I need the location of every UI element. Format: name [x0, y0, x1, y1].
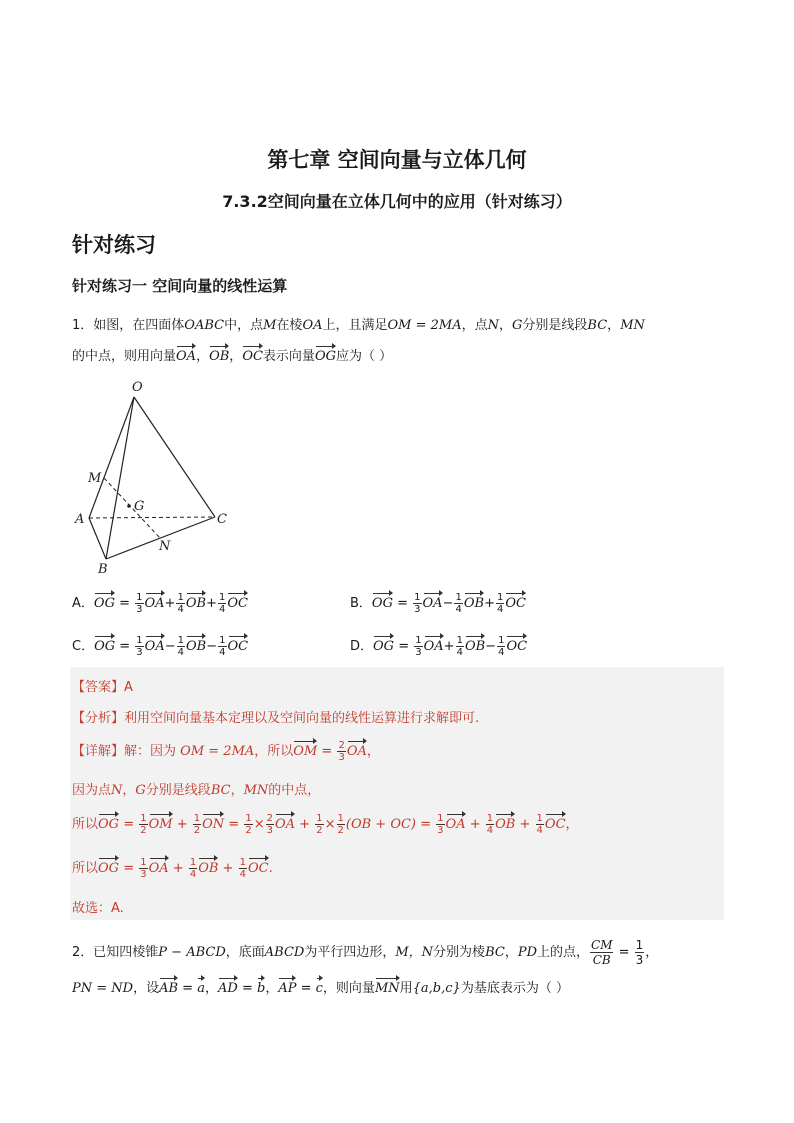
text: ，设 [133, 981, 160, 996]
math: G [135, 783, 146, 798]
frac: $\frac{1}{4}$ [239, 857, 246, 880]
math: N [487, 318, 499, 333]
vec: AD [218, 981, 238, 996]
math: P − ABCD [158, 945, 226, 960]
analysis-line [72, 707, 479, 726]
text: 的中点，则用向量 [72, 349, 177, 364]
label-g: G [134, 499, 145, 514]
frac: $\frac{1}{4}$ [486, 813, 494, 836]
text: ，底面 [225, 945, 265, 960]
answer-tag: 【答案】 [72, 680, 125, 695]
vec: OC [505, 596, 526, 611]
text: 分别是线段 [522, 318, 588, 333]
frac [590, 938, 613, 967]
vec: OC [247, 861, 269, 876]
frac: $\frac{1}{3}$ [136, 635, 143, 658]
edge-ac-hidden [89, 517, 215, 518]
sign: + [164, 596, 176, 611]
frac: $\frac{2}{3}$ [338, 740, 345, 763]
math: MN [620, 318, 645, 333]
vec: OB [185, 596, 207, 611]
vec: OM [148, 817, 173, 832]
frac: $\frac{1}{3}$ [414, 592, 421, 615]
analysis-tag: 【分析】 [72, 711, 125, 726]
text: 为基底表示为（ ） [460, 981, 569, 996]
q1-line-2 [72, 345, 392, 364]
vec: AP [278, 981, 297, 996]
math: OA [302, 318, 323, 333]
label-m: M [88, 471, 102, 486]
math: OM = 2MA [180, 744, 255, 759]
sign: − [442, 596, 454, 611]
frac: $\frac{1}{2}$ [245, 813, 252, 836]
q1-number: 1． [72, 318, 94, 333]
vec: OG [94, 639, 116, 654]
text: ，所以 [254, 744, 294, 759]
vector-ob: OB [209, 349, 230, 364]
option-d[interactable]: D．OG = $\frac{1}{3}$ OA+ $\frac{1}{4}$ OB− $\frac{1}{4}$ OC [350, 635, 528, 658]
math: BC [587, 318, 608, 333]
option-b[interactable]: B．OG = $\frac{1}{3}$ OA− $\frac{1}{4}$ OB+ $\frac{1}{4}$ OC [350, 592, 526, 615]
label-b: B [98, 562, 108, 575]
text: 因为点 [72, 783, 112, 798]
vec: MN [374, 981, 400, 996]
vec: OG [93, 596, 115, 611]
edge-oc [134, 397, 215, 517]
vec: OG [371, 596, 393, 611]
vec: OB [463, 596, 485, 611]
vector-oc: OC [242, 349, 263, 364]
vec: OA [346, 744, 367, 759]
vec: OM [293, 744, 318, 759]
vec: OG [373, 639, 395, 654]
text: ， [607, 318, 621, 333]
math: OM = 2MA [387, 318, 462, 333]
detail-line-3: 所以OG = $\frac{1}{2}$ OM + $\frac{1}{2}$ ON = $\frac{1}{2}$ × $\frac{2}{3}$ OA + $\frac{1}{2}$ × $\frac{1}{2}$ (OB + OC) = $\frac{1}{3}$ OA + $\frac{1}{4}$ OB + $\frac{1}{4}$ OC， [72, 813, 579, 836]
text: 所以 [72, 817, 99, 832]
text: ， [122, 783, 136, 798]
vec: OC [227, 639, 249, 654]
text: 用 [399, 981, 413, 996]
q2-number: 2． [72, 945, 94, 960]
option-label: C． [72, 639, 95, 654]
sign: − [485, 639, 497, 654]
option-c[interactable]: C．OG = $\frac{1}{3}$ OA− $\frac{1}{4}$ OB− $\frac{1}{4}$ OC [72, 635, 249, 658]
frac: $\frac{1}{4}$ [536, 813, 543, 836]
text: 如图，在四面体 [93, 318, 185, 333]
vec: OA [144, 639, 165, 654]
frac: $\frac{1}{2}$ [337, 813, 344, 836]
segment-mn [104, 478, 160, 538]
text: CB [592, 953, 611, 967]
vec: OA [422, 596, 443, 611]
vec: OA [445, 817, 466, 832]
vec: OC [506, 639, 528, 654]
frac: $\frac{1}{2}$ [316, 813, 323, 836]
vec: OB [495, 817, 516, 832]
math: {a,b,c} [412, 981, 461, 996]
vec: OB [198, 861, 219, 876]
heading-practice: 针对练习 [72, 233, 156, 257]
vec: OA [423, 639, 444, 654]
frac: $\frac{1}{3}$ [140, 857, 147, 880]
frac: $\frac{1}{3}$ [136, 592, 143, 615]
text: 分别为棱 [433, 945, 486, 960]
math: PN = ND [72, 981, 134, 996]
text: 上的点， [537, 945, 590, 960]
text: 解：因为 [124, 744, 177, 759]
vec: OC [227, 596, 248, 611]
option-label: A． [72, 596, 94, 611]
q2-line-1: 2．已知四棱锥P − ABCD，底面ABCD为平行四边形，M，N分别为棱BC，PD上的点， $\frac{CM}{CB}$ = $\frac{1}{3}$ ， [72, 938, 659, 967]
text: 在棱 [276, 318, 303, 333]
vec: c [315, 981, 323, 996]
option-label: B． [350, 596, 372, 611]
frac: $\frac{1}{4}$ [177, 592, 184, 615]
text: 1 [635, 938, 644, 952]
vec: OG [98, 817, 120, 832]
vec: OA [275, 817, 296, 832]
detail-line-2 [72, 779, 320, 798]
point-g [127, 504, 131, 508]
math: BC [210, 783, 231, 798]
text: 已知四棱锥 [93, 945, 159, 960]
frac: $\frac{1}{4}$ [456, 635, 463, 658]
chapter-title: 第七章 空间向量与立体几何 [267, 148, 527, 172]
sign: − [164, 639, 176, 654]
text: ， [196, 349, 210, 364]
math: MN [243, 783, 269, 798]
frac: $\frac{1}{4}$ [177, 635, 184, 658]
math: OABC [184, 318, 225, 333]
frac: $\frac{2}{3}$ [266, 813, 273, 836]
text: 中，点 [224, 318, 264, 333]
math: BC [485, 945, 505, 960]
analysis-text: 利用空间向量基本定理以及空间向量的线性运算进行求解即可. [124, 711, 480, 726]
text: 3 [635, 953, 644, 967]
vector-og: OG [314, 349, 336, 364]
text: 表示向量 [262, 349, 315, 364]
vector-oa: OA [176, 349, 197, 364]
answer-value: A [124, 680, 133, 695]
text: ，点 [461, 318, 488, 333]
math: M，N [395, 945, 434, 960]
option-label: D． [350, 639, 374, 654]
heading-practice-1: 针对练习一 空间向量的线性运算 [72, 277, 288, 295]
text: 应为（ ） [335, 349, 393, 364]
edge-ob [106, 397, 134, 559]
tetrahedron-diagram [72, 375, 242, 575]
math: N [111, 783, 123, 798]
frac: $\frac{1}{3}$ [437, 813, 444, 836]
text: ， [230, 783, 244, 798]
edge-ab [89, 518, 106, 559]
text: CM [591, 938, 613, 952]
frac: $\frac{1}{2}$ [193, 813, 201, 836]
frac: $\frac{1}{4}$ [219, 635, 226, 658]
text: ， [229, 349, 243, 364]
text: ， [499, 318, 513, 333]
vec: AB [159, 981, 179, 996]
sign: + [443, 639, 455, 654]
vec: OC [544, 817, 566, 832]
frac: $\frac{1}{3}$ [415, 635, 422, 658]
text: 所以 [72, 861, 99, 876]
vec: ON [202, 817, 225, 832]
math: (OB + OC) [345, 817, 416, 832]
vec: OB [464, 639, 486, 654]
text: 分别是线段 [145, 783, 211, 798]
sign: − [206, 639, 218, 654]
detail-tag: 【详解】 [72, 744, 125, 759]
vec: OB [186, 639, 207, 654]
label-c: C [217, 512, 227, 527]
math: G [512, 318, 523, 333]
option-a[interactable]: A．OG = $\frac{1}{3}$ OA+ $\frac{1}{4}$ OB+ $\frac{1}{4}$ OC [72, 592, 248, 615]
frac: $\frac{1}{4}$ [498, 635, 505, 658]
frac: $\frac{1}{2}$ [140, 813, 147, 836]
label-o: O [132, 380, 143, 395]
sign: + [484, 596, 495, 611]
frac: $\frac{1}{4}$ [455, 592, 462, 615]
math: M [263, 318, 277, 333]
frac: $\frac{1}{4}$ [189, 857, 197, 880]
section-title: 7.3.2空间向量在立体几何中的应用（针对练习） [222, 192, 572, 211]
edge-oa [89, 397, 134, 518]
math: PD [517, 945, 537, 960]
text: ， [504, 945, 518, 960]
vec: a [197, 981, 205, 996]
frac: $\frac{1}{4}$ [496, 592, 504, 615]
detail-conclusion: 故选：A. [72, 901, 124, 916]
text: 上，且满足 [322, 318, 388, 333]
q2-line-2: PN = ND，设AB = a，AD = b，AP = c，则向量MN用{a,b,c}为基底表示为（ ） [72, 981, 569, 996]
math: ABCD [264, 945, 305, 960]
text: 为平行四边形， [304, 945, 396, 960]
label-n: N [159, 539, 171, 554]
detail-line-4: 所以OG = $\frac{1}{3}$ OA + $\frac{1}{4}$ OB + $\frac{1}{4}$ OC. [72, 857, 273, 880]
detail-line-1: 【详解】解：因为 OM = 2MA，所以OM = $\frac{2}{3}$ OA， [72, 740, 380, 763]
text: 的中点， [268, 783, 321, 798]
vec: OA [148, 861, 169, 876]
frac: $\frac{1}{4}$ [218, 592, 226, 615]
vec: b [256, 981, 266, 996]
answer-line [72, 676, 133, 695]
sign: + [206, 596, 217, 611]
q1-line-1 [72, 314, 645, 333]
vec: OG [98, 861, 120, 876]
vec: OA [144, 596, 165, 611]
frac [635, 938, 645, 967]
text: ，则向量 [322, 981, 375, 996]
label-a: A [75, 512, 85, 527]
